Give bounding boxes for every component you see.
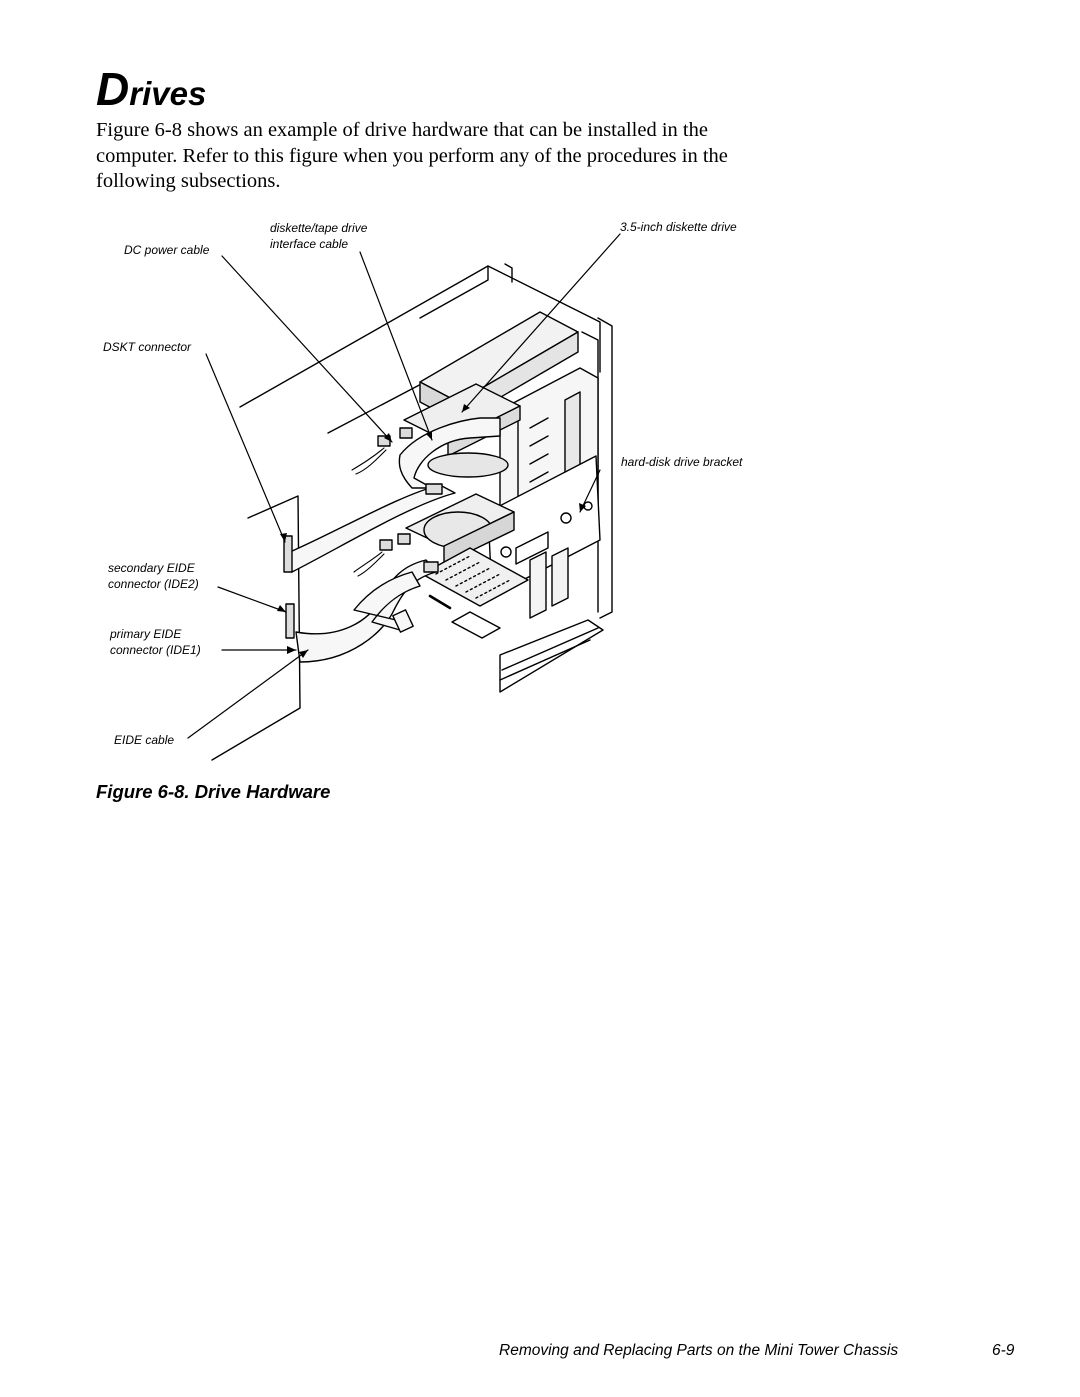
callout-diskette-tape-cable-line1: diskette/tape drive xyxy=(270,221,368,235)
heading-rest: rives xyxy=(129,75,207,112)
figure-caption: Figure 6-8. Drive Hardware xyxy=(96,781,331,802)
footer-title: Removing and Replacing Parts on the Mini Tower Chassis xyxy=(499,1342,899,1359)
drive-hardware-illustration xyxy=(0,200,1080,780)
intro-paragraph: Figure 6-8 shows an example of drive hardware that can be installed in the computer. Refer to this figure when you perform any of the procedures in the following subsections. xyxy=(96,119,728,192)
callout-secondary-eide-line1: secondary EIDE xyxy=(108,561,195,575)
board-vents-shape xyxy=(422,548,568,638)
footer-page-number: 6-9 xyxy=(992,1342,1015,1359)
callout-primary-eide-line2: connector (IDE1) xyxy=(110,643,201,657)
callout-dskt-connector: DSKT connector xyxy=(103,340,192,354)
callout-primary-eide-line1: primary EIDE xyxy=(110,627,182,641)
page-heading xyxy=(96,62,206,116)
heading-initial: D xyxy=(96,63,130,115)
callout-secondary-eide-line2: connector (IDE2) xyxy=(108,577,199,591)
callout-eide-cable: EIDE cable xyxy=(114,733,175,747)
callout-diskette-drive: 3.5-inch diskette drive xyxy=(620,220,737,234)
eide-ribbon-cable-shape xyxy=(296,560,436,662)
callout-diskette-tape-cable-line2: interface cable xyxy=(270,237,349,251)
callout-dc-power-cable: DC power cable xyxy=(124,243,210,257)
callout-hard-disk-bracket: hard-disk drive bracket xyxy=(621,455,743,469)
drive-hardware-figure xyxy=(0,200,1080,780)
